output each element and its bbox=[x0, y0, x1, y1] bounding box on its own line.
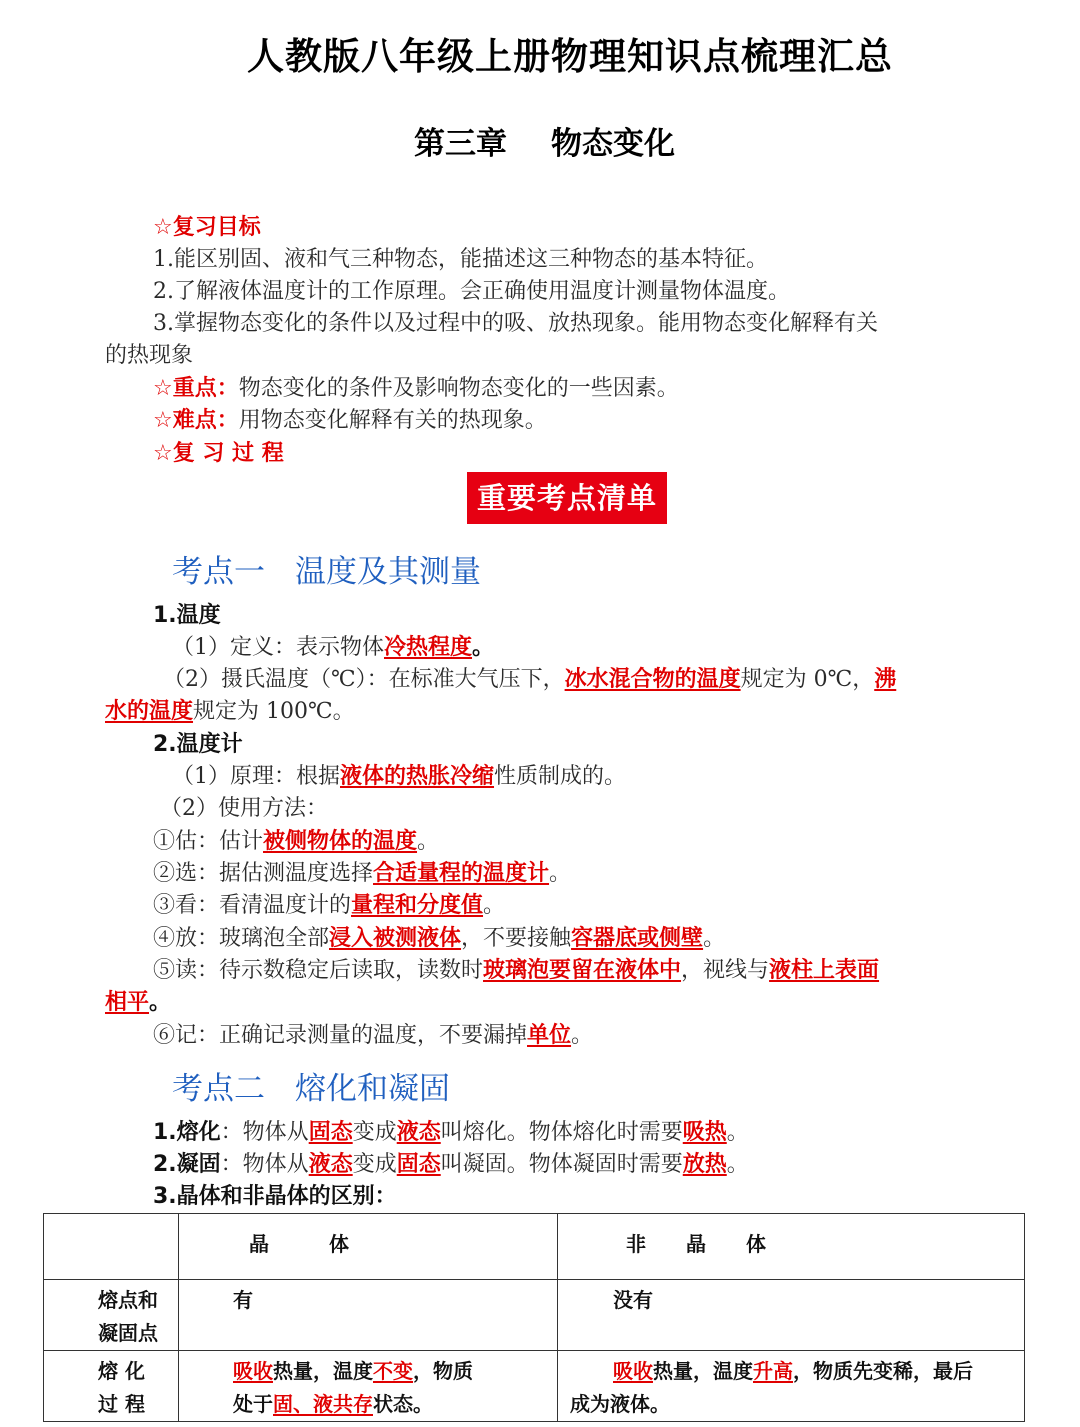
subheading-temperature: 1.温度 bbox=[153, 603, 221, 628]
header-amorphous: 非 晶 体 bbox=[558, 1214, 1025, 1280]
text: 叫凝固。物体凝固时需要 bbox=[440, 1152, 683, 1177]
subheading-thermometer: 2.温度计 bbox=[153, 732, 243, 757]
highlight-term: 玻璃泡要留在液体中 bbox=[483, 958, 682, 983]
highlight-term: 单位 bbox=[527, 1023, 572, 1048]
text: ，物质 bbox=[413, 1359, 473, 1383]
key-point-label: ☆重点： bbox=[153, 376, 239, 401]
highlight-term: 沸 bbox=[874, 667, 897, 692]
usage-step-6 bbox=[153, 1020, 593, 1052]
table-row bbox=[44, 1280, 1025, 1351]
celsius-definition bbox=[163, 664, 896, 696]
thermometer-principle bbox=[172, 761, 626, 793]
text: 变成 bbox=[352, 1120, 397, 1145]
highlight-term: 不变 bbox=[373, 1359, 413, 1383]
highlight-term: 被侧物体的温度 bbox=[263, 829, 418, 854]
text: 叫熔化。物体熔化时需要 bbox=[440, 1120, 683, 1145]
text: 。 bbox=[726, 1152, 749, 1177]
goal-item-2: 2.了解液体温度计的工作原理。会正确使用温度计测量物体温度。 bbox=[153, 279, 790, 304]
section-label-1: 考点一 bbox=[172, 554, 265, 590]
text: ①估：估计 bbox=[153, 829, 264, 854]
highlight-term: 固、液共存 bbox=[273, 1392, 373, 1416]
text: ④放：玻璃泡全部 bbox=[153, 926, 330, 951]
highlight-term: 放热 bbox=[682, 1152, 727, 1177]
term-label: 1.熔化 bbox=[153, 1120, 221, 1145]
highlight-term: 相平 bbox=[105, 990, 150, 1015]
melting-definition bbox=[153, 1117, 749, 1149]
highlight-term: 吸收 bbox=[233, 1359, 273, 1383]
usage-step-3 bbox=[153, 890, 505, 922]
text: ：物体从 bbox=[220, 1152, 309, 1177]
highlight-term: 冰水混合物的温度 bbox=[564, 667, 741, 692]
cell-amorphous-melting-point: 没有 bbox=[558, 1280, 1025, 1351]
text: （1）定义：表示物体 bbox=[172, 635, 384, 660]
usage-heading: （2）使用方法： bbox=[160, 796, 328, 821]
chapter-heading bbox=[414, 118, 675, 163]
text: 。 bbox=[417, 829, 440, 854]
text: 性质制成的。 bbox=[494, 764, 627, 789]
highlight-term: 液态 bbox=[308, 1152, 353, 1177]
key-points-banner: 重要考点清单 bbox=[467, 472, 667, 524]
usage-step-4 bbox=[153, 923, 725, 955]
key-point-text: 物态变化的条件及影响物态变化的一些因素。 bbox=[238, 376, 679, 401]
usage-step-2 bbox=[153, 858, 571, 890]
highlight-term: 冷热程度 bbox=[384, 635, 473, 660]
usage-step-5-cont bbox=[105, 987, 171, 1019]
text: 熔 化 bbox=[98, 1359, 145, 1383]
text: 成为液体。 bbox=[570, 1392, 670, 1416]
text: ，不要接触 bbox=[461, 926, 572, 951]
text: 。 bbox=[149, 990, 172, 1015]
highlight-term: 固态 bbox=[308, 1120, 353, 1145]
difficult-point-label: ☆难点： bbox=[153, 408, 239, 433]
goals-heading: ☆复习目标 bbox=[153, 215, 261, 240]
solidification-definition bbox=[153, 1149, 749, 1181]
highlight-term: 水的温度 bbox=[105, 699, 194, 724]
text: 熔点和 bbox=[98, 1288, 158, 1312]
highlight-term: 固态 bbox=[396, 1152, 441, 1177]
section-heading-1 bbox=[172, 546, 481, 591]
highlight-term: 升高 bbox=[753, 1359, 793, 1383]
usage-step-1 bbox=[153, 826, 439, 858]
text: 。 bbox=[472, 635, 495, 660]
cell-crystal-melting-point: 有 bbox=[179, 1280, 558, 1351]
text: ：物体从 bbox=[220, 1120, 309, 1145]
text: 过 程 bbox=[98, 1392, 145, 1416]
review-process-heading: ☆复 习 过 程 bbox=[153, 441, 284, 466]
section-title-1: 温度及其测量 bbox=[295, 554, 481, 590]
text: 变成 bbox=[352, 1152, 397, 1177]
text: 规定为 0℃， bbox=[740, 667, 875, 692]
cell-crystal-melting-process bbox=[179, 1351, 558, 1422]
header-crystal: 晶 体 bbox=[179, 1214, 558, 1280]
section-heading-2 bbox=[172, 1063, 450, 1108]
key-point bbox=[153, 373, 679, 405]
text: （1）原理：根据 bbox=[172, 764, 340, 789]
row-header-melting-process bbox=[44, 1351, 179, 1422]
goal-item-1: 1.能区别固、液和气三种物态，能描述这三种物态的基本特征。 bbox=[153, 247, 768, 272]
text: 处于 bbox=[233, 1392, 273, 1416]
text: 热量，温度 bbox=[653, 1359, 753, 1383]
chapter-name: 物态变化 bbox=[551, 126, 675, 162]
text: 。 bbox=[483, 893, 506, 918]
difficult-point-text: 用物态变化解释有关的热现象。 bbox=[238, 408, 547, 433]
text: ，视线与 bbox=[681, 958, 770, 983]
crystal-comparison-heading: 3.晶体和非晶体的区别： bbox=[153, 1184, 397, 1209]
highlight-term: 量程和分度值 bbox=[351, 893, 484, 918]
text: ③看：看清温度计的 bbox=[153, 893, 352, 918]
difficult-point bbox=[153, 405, 547, 437]
table-corner-cell bbox=[44, 1214, 179, 1280]
text: 热量，温度 bbox=[273, 1359, 373, 1383]
section-label-2: 考点二 bbox=[172, 1071, 265, 1107]
highlight-term: 液态 bbox=[396, 1120, 441, 1145]
chapter-number: 第三章 bbox=[414, 126, 507, 162]
text: 。 bbox=[703, 926, 726, 951]
text: 状态。 bbox=[373, 1392, 433, 1416]
text: 。 bbox=[571, 1023, 594, 1048]
celsius-definition-cont bbox=[105, 696, 355, 728]
text: ⑥记：正确记录测量的温度，不要漏掉 bbox=[153, 1023, 528, 1048]
highlight-term: 吸热 bbox=[682, 1120, 727, 1145]
text: ，物质先变稀，最后 bbox=[793, 1359, 973, 1383]
text: 规定为 100℃。 bbox=[193, 699, 355, 724]
cell-amorphous-melting-process bbox=[558, 1351, 1025, 1422]
text: ②选：据估测温度选择 bbox=[153, 861, 374, 886]
usage-step-5 bbox=[153, 955, 879, 987]
goal-item-3-cont: 的热现象 bbox=[105, 343, 194, 368]
crystal-comparison-table bbox=[43, 1213, 1025, 1422]
temperature-definition bbox=[172, 632, 494, 664]
highlight-term: 浸入被测液体 bbox=[329, 926, 462, 951]
section-title-2: 熔化和凝固 bbox=[295, 1071, 450, 1107]
highlight-term: 液柱上表面 bbox=[769, 958, 880, 983]
row-header-melting-point bbox=[44, 1280, 179, 1351]
table-row bbox=[44, 1351, 1025, 1422]
term-label: 2.凝固 bbox=[153, 1152, 221, 1177]
highlight-term: 合适量程的温度计 bbox=[373, 861, 550, 886]
text: 凝固点 bbox=[98, 1321, 158, 1345]
goal-item-3: 3.掌握物态变化的条件以及过程中的吸、放热现象。能用物态变化解释有关 bbox=[153, 311, 878, 336]
document-title: 人教版八年级上册物理知识点梳理汇总 bbox=[247, 35, 893, 78]
highlight-term: 液体的热胀冷缩 bbox=[340, 764, 495, 789]
text: （2）摄氏温度（℃）：在标准大气压下， bbox=[163, 667, 565, 692]
text: 。 bbox=[549, 861, 572, 886]
table-header-row bbox=[44, 1214, 1025, 1280]
highlight-term: 容器底或侧壁 bbox=[571, 926, 704, 951]
text: ⑤读：待示数稳定后读取，读数时 bbox=[153, 958, 484, 983]
highlight-term: 吸收 bbox=[613, 1359, 653, 1383]
text: 。 bbox=[726, 1120, 749, 1145]
